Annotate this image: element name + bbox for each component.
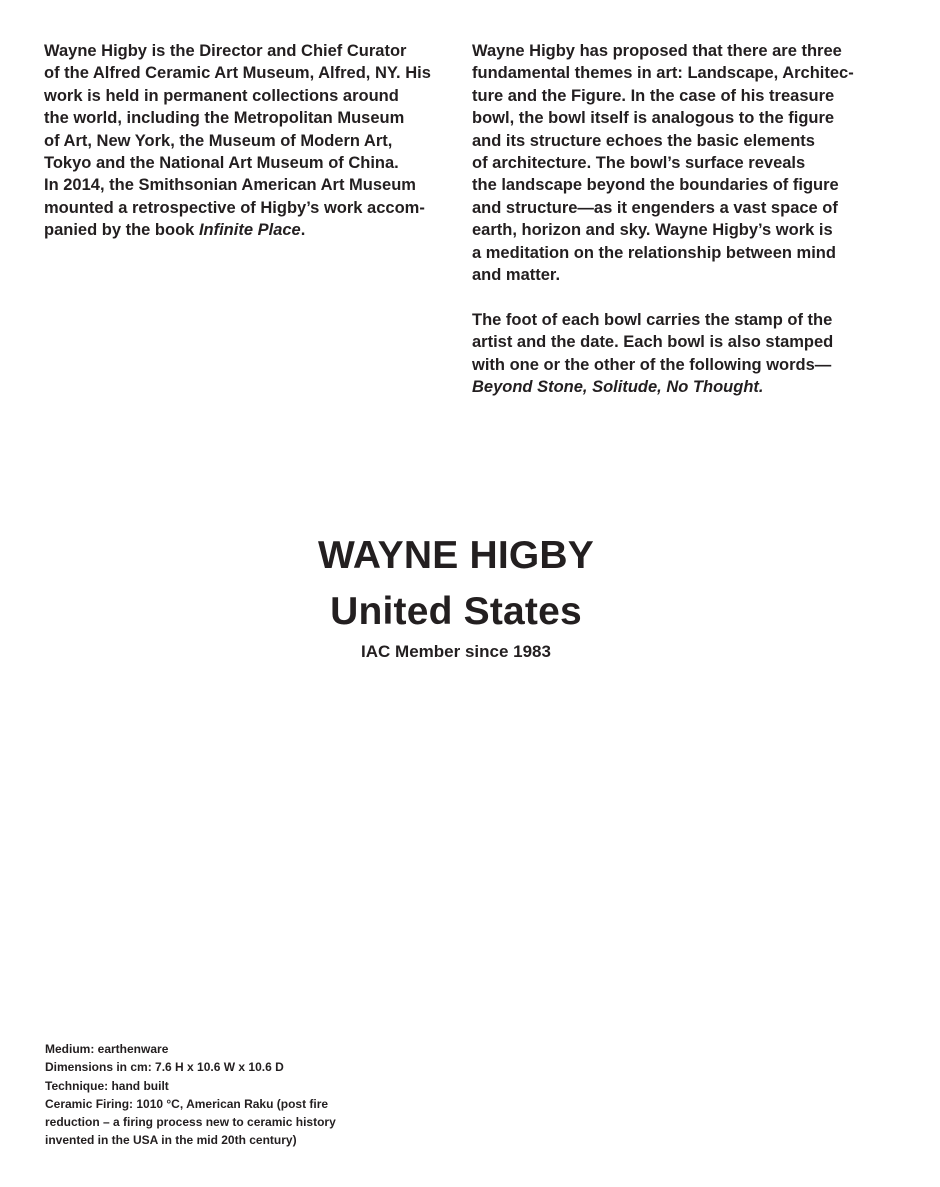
text-line: Tokyo and the National Art Museum of China.	[44, 154, 399, 173]
text-line: the world, including the Metropolitan Museum	[44, 109, 405, 128]
text-line: a meditation on the relationship between mind	[472, 243, 836, 262]
text-line: earth, horizon and sky. Wayne Higby’s work is	[472, 221, 833, 240]
text-line: ture and the Figure. In the case of his treasure	[472, 86, 835, 105]
book-title: Infinite Place	[198, 221, 301, 240]
text-line: and structure—as it engenders a vast space of	[472, 198, 838, 217]
membership-line: IAC Member since 1983	[361, 642, 551, 661]
bio-column	[44, 40, 431, 242]
bio-last-line-suffix: .	[300, 221, 306, 240]
text-line: reduction – a firing process new to ceramic history	[45, 1115, 336, 1130]
text-line: Technique: hand built	[45, 1078, 169, 1093]
text-line: fundamental themes in art: Landscape, Architec-	[472, 64, 854, 83]
text-line: bowl, the bowl itself is analogous to the figure	[472, 109, 835, 128]
text-line: The foot of each bowl carries the stamp of the	[472, 310, 833, 329]
text-line: Ceramic Firing: 1010 °C, American Raku (post fire	[45, 1096, 329, 1111]
text-line: mounted a retrospective of Higby’s work accom-	[44, 198, 425, 217]
artist-name: WAYNE HIGBY	[318, 534, 594, 577]
artwork-details	[45, 1040, 336, 1150]
stamp-paragraph-lines	[472, 309, 854, 376]
text-line: with one or the other of the following words—	[472, 355, 832, 374]
artwork-details-lines	[45, 1040, 336, 1150]
stamp-paragraph	[472, 309, 854, 399]
artist-country: United States	[330, 590, 582, 633]
text-line: of Art, New York, the Museum of Modern Art,	[44, 131, 393, 150]
text-line: Wayne Higby has proposed that there are three	[472, 42, 842, 60]
stamp-words-line: Beyond Stone, Solitude, No Thought.	[472, 378, 764, 397]
text-line: In 2014, the Smithsonian American Art Museum	[44, 176, 416, 195]
text-line: of the Alfred Ceramic Art Museum, Alfred, NY. His	[44, 64, 431, 83]
text-line: and matter.	[472, 266, 561, 285]
text-line: Wayne Higby is the Director and Chief Curator	[44, 42, 407, 60]
text-line: Medium: earthenware	[45, 1042, 169, 1056]
themes-column	[472, 40, 854, 398]
bio-last-line	[44, 219, 431, 241]
text-line: the landscape beyond the boundaries of figure	[472, 176, 839, 195]
text-line: work is held in permanent collections around	[44, 86, 399, 105]
bio-last-line-prefix: panied by the book	[44, 221, 199, 240]
bio-lines	[44, 40, 431, 219]
themes-paragraph	[472, 40, 854, 286]
text-line: invented in the USA in the mid 20th century)	[45, 1133, 297, 1148]
text-line: Dimensions in cm: 7.6 H x 10.6 W x 10.6 D	[45, 1060, 284, 1075]
text-line: of architecture. The bowl’s surface reveals	[472, 154, 806, 173]
artist-title-block	[44, 528, 868, 662]
text-line: and its structure echoes the basic elements	[472, 131, 815, 150]
text-line: artist and the date. Each bowl is also stamped	[472, 333, 834, 352]
